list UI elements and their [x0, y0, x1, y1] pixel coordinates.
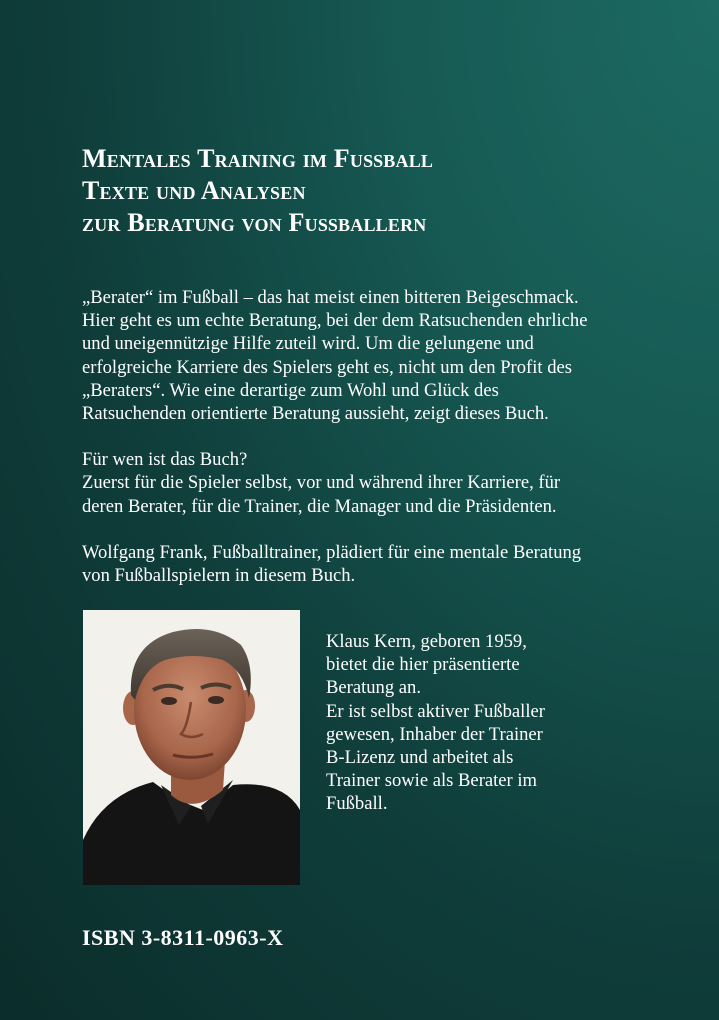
author-photo [83, 610, 300, 885]
blurb-paragraph-2: Für wen ist das Buch? Zuerst für die Spieler selbst, vor und während ihrer Karriere, für deren Berater, für die Trainer, die Manager und die Präsidenten. [82, 449, 561, 517]
title-line-3: zur Beratung von Fußballern [82, 208, 427, 237]
title-line-2: Texte und Analysen [82, 176, 306, 205]
blurb-paragraph-1: „Berater“ im Fußball – das hat meist einen bitteren Beigeschmack. Hier geht es um echte Beratung, bei der dem Ratsuchenden ehrliche und uneigennützige Hilfe zuteil wird. Um die gelungene und erfolgreiche Karriere des Spielers geht es, nicht um den Profit des „Beraters“. Wie eine derartige zum Wohl und Glück des Ratsuchenden orientierte Beratung aussieht, zeigt dieses Buch. [82, 287, 588, 425]
blurb-text [82, 286, 662, 610]
author-portrait-icon [83, 610, 300, 885]
title-line-1: Mentales Training im Fußball [82, 144, 434, 173]
author-bio: Klaus Kern, geboren 1959, bietet die hier präsentierte Beratung an. Er ist selbst aktiver Fußballer gewesen, Inhaber der Trainer B-Lizenz und arbeitet als Trainer sowie als Berater im Fußball. [326, 631, 545, 815]
isbn-number: ISBN 3-8311-0963-X [82, 925, 284, 950]
book-title [82, 143, 682, 239]
blurb-paragraph-3: Wolfgang Frank, Fußballtrainer, plädiert für eine mentale Beratung von Fußballspielern in diesem Buch. [82, 541, 582, 587]
